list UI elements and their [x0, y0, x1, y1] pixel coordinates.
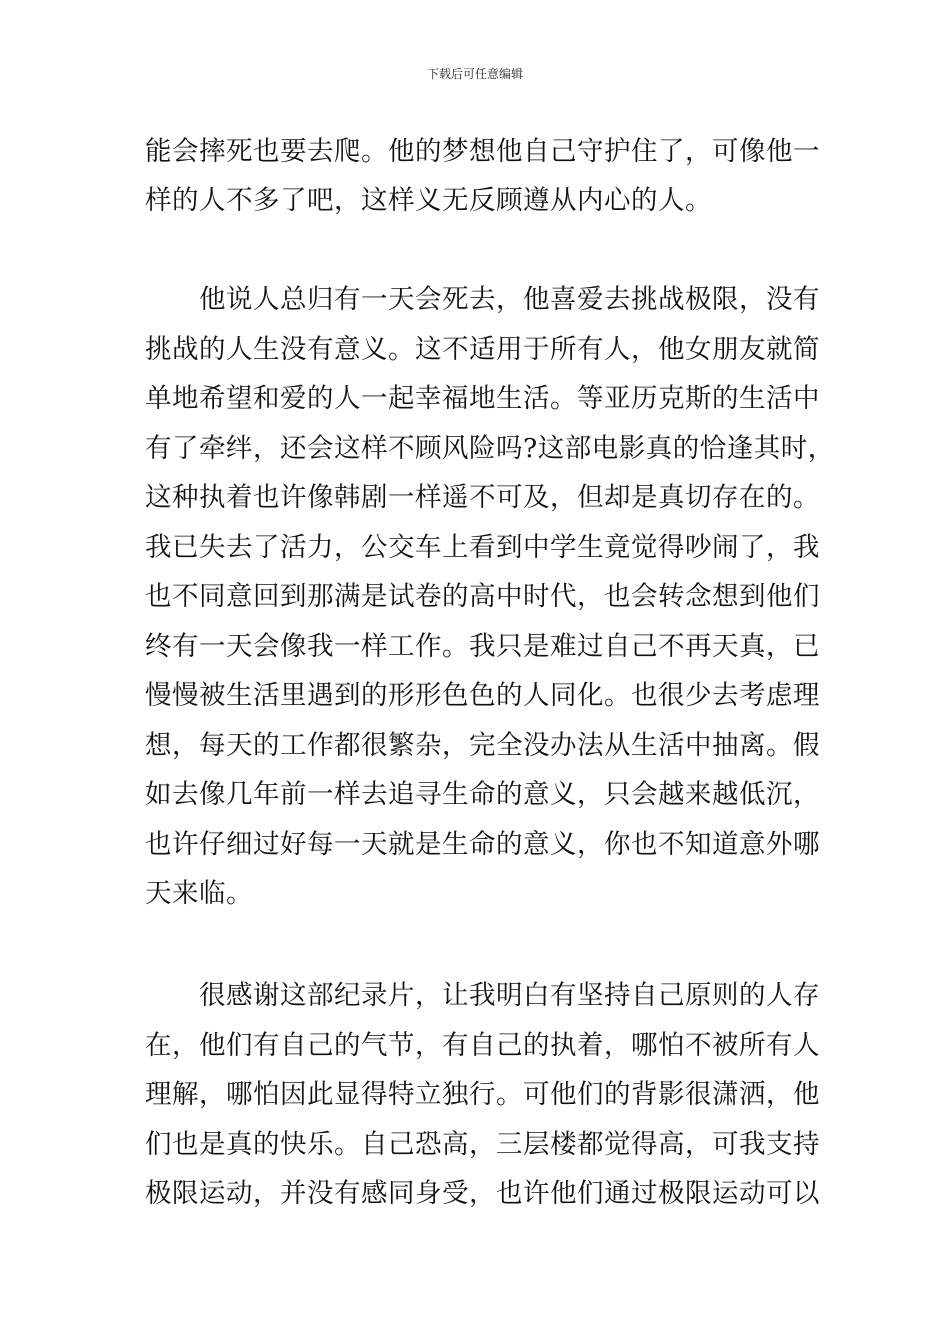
text-line: 终有一天会像我一样工作。我只是难过自己不再天真，已 — [145, 631, 820, 662]
page-header: 下载后可任意编辑 — [426, 67, 523, 81]
text-line: 很感谢这部纪录片，让我明白有坚持自己原则的人存 — [145, 980, 820, 1011]
text-line: 天来临。 — [145, 878, 253, 909]
text-line: 极限运动，并没有感同身受，也许他们通过极限运动可以 — [145, 1178, 820, 1209]
text-line: 有了牵绊，还会这样不顾风险吗?这部电影真的恰逢其时， — [145, 433, 835, 464]
text-line: 如去像几年前一样去追寻生命的意义，只会越来越低沉， — [145, 779, 820, 810]
text-line: 我已失去了活力，公交车上看到中学生竟觉得吵闹了，我 — [145, 532, 820, 563]
text-line: 理解，哪怕因此显得特立独行。可他们的背影很潇洒，他 — [145, 1079, 820, 1110]
text-line: 在，他们有自己的气节，有自己的执着，哪怕不被所有人 — [145, 1030, 820, 1061]
text-line: 单地希望和爱的人一起幸福地生活。等亚历克斯的生活中 — [145, 383, 820, 414]
text-line: 慢慢被生活里遇到的形形色色的人同化。也很少去考虑理 — [145, 680, 820, 711]
text-line: 这种执着也许像韩剧一样遥不可及，但却是真切存在的。 — [145, 482, 820, 513]
text-line: 想，每天的工作都很繁杂，完全没办法从生活中抽离。假 — [145, 730, 820, 761]
text-line: 也许仔细过好每一天就是生命的意义，你也不知道意外哪 — [145, 829, 820, 860]
text-line: 样的人不多了吧，这样义无反顾遵从内心的人。 — [145, 185, 712, 216]
text-line: 能会摔死也要去爬。他的梦想他自己守护住了，可像他一 — [145, 136, 820, 167]
text-line: 挑战的人生没有意义。这不适用于所有人，他女朋友就简 — [145, 334, 820, 365]
text-line: 也不同意回到那满是试卷的高中时代，也会转念想到他们 — [145, 581, 820, 612]
text-line: 们也是真的快乐。自己恐高，三层楼都觉得高，可我支持 — [145, 1129, 820, 1160]
text-line: 他说人总归有一天会死去，他喜爱去挑战极限，没有 — [145, 284, 820, 315]
